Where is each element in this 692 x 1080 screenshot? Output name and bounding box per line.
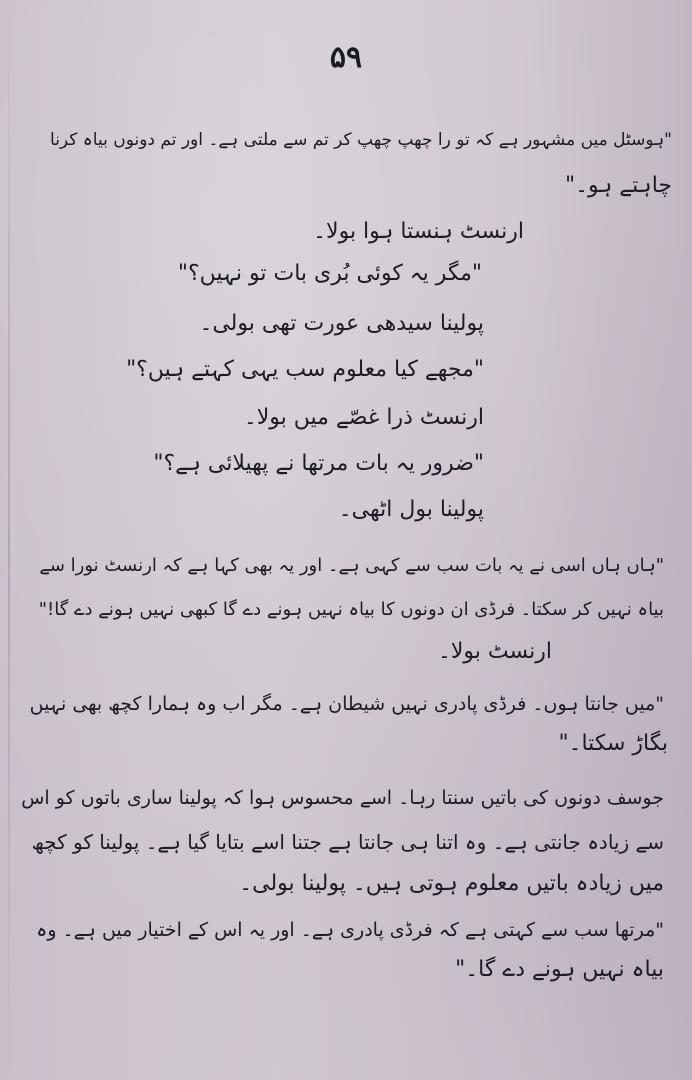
- text-line-18: "مرتھا سب سے کہتی ہے کہ فرڈی پادری ہے۔ اور یہ اس کے اختیار میں ہے۔ وہ: [36, 919, 664, 941]
- page-number: ۵۹: [329, 40, 363, 75]
- text-line-5: پولینا سیدھی عورت تھی بولی۔: [199, 311, 484, 336]
- text-line-6: "مجھے کیا معلوم سب یہی کہتے ہیں؟": [126, 357, 484, 382]
- text-line-10: "ہاں ہاں اسی نے یہ بات سب سے کہی ہے۔ اور یہ بھی کہا ہے کہ ارنسٹ نورا سے: [39, 555, 664, 576]
- text-line-13: "میں جانتا ہوں۔ فرڈی پادری نہیں شیطان ہے۔ مگر اب وہ ہمارا کچھ بھی نہیں: [29, 693, 664, 715]
- text-line-11: بیاہ نہیں کر سکتا۔ فرڈی ان دونوں کا بیاہ نہیں ہونے دے گا کبھی نہیں ہونے دے گا!": [38, 599, 664, 620]
- text-line-7: ارنسٹ ذرا غصّے میں بولا۔: [243, 405, 484, 430]
- text-line-12: ارنسٹ بولا۔: [437, 639, 552, 664]
- text-line-16: سے زیادہ جانتی ہے۔ وہ اتنا ہی جانتا ہے جتنا اسے بتایا گیا ہے۔ پولینا کو کچھ: [31, 830, 664, 854]
- text-line-1: "ہوسٹل میں مشہور ہے کہ تو را چھپ چھپ کر تم سے ملتی ہے۔ اور تم دونوں بیاہ کرنا: [50, 130, 672, 150]
- text-line-15: جوسف دونوں کی باتیں سنتا رہا۔ اسے محسوس ہوا کہ پولینا ساری باتوں کو اس: [21, 787, 664, 809]
- text-line-4: "مگر یہ کوئی بُری بات تو نہیں؟": [177, 261, 482, 286]
- text-line-9: پولینا بول اٹھی۔: [338, 497, 484, 522]
- text-line-2: چاہتے ہو۔": [565, 173, 672, 198]
- text-line-3: ارنسٹ ہنستا ہوا بولا۔: [313, 219, 524, 244]
- page-edge-shadow: [8, 0, 10, 1080]
- text-line-17: میں زیادہ باتیں معلوم ہوتی ہیں۔ پولینا بولی۔: [239, 871, 664, 896]
- text-line-8: "ضرور یہ بات مرتھا نے پھیلائی ہے؟": [153, 451, 484, 476]
- text-line-14: بگاڑ سکتا۔": [558, 731, 668, 756]
- text-line-19: بیاہ نہیں ہونے دے گا۔": [455, 957, 664, 982]
